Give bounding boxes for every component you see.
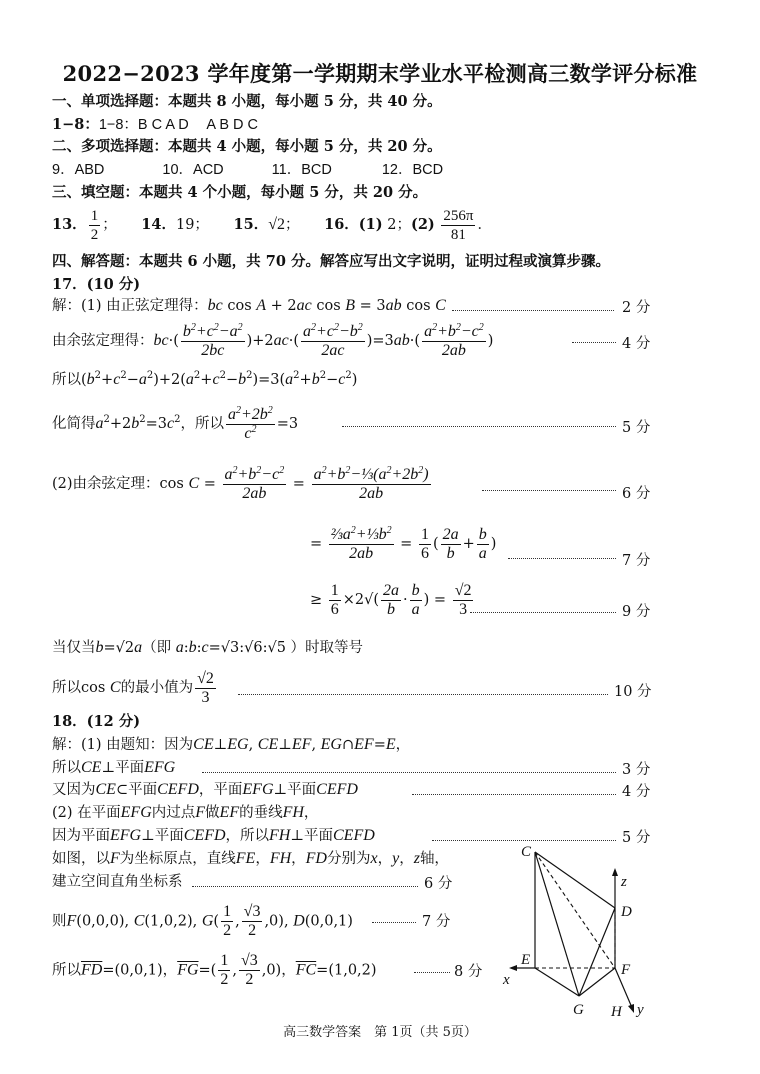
point-label-H: H: [611, 1004, 622, 1018]
section-1-answers: 1−8：1−8：B C A D A B D C: [52, 116, 258, 133]
score-q17-7: 10 分: [614, 684, 652, 700]
q17-line-2: 由余弦定理得：bc·( $\frac{b^2+c^2-a^2}{2bc}$ )+2ac·( $\frac{a^2+c^2-b^2}{2ac}$ )=3ab·( $\frac{a^2+b^2-c^2}{2ab}$ ): [52, 321, 494, 359]
vertex-label-E: E: [521, 952, 531, 968]
q18-line-3: 又因为CE⊂平面CEFD，平面EFG⊥平面CEFD: [52, 781, 358, 798]
q18-line-7: 建立空间直角坐标系: [52, 874, 183, 890]
axis-label-y: y: [637, 1002, 644, 1018]
section-3-answers: 13． $\frac{1}{2}$ ； 14．19； 15．√2； 16．(1) 2；(2) $\frac{256\pi}{81}$ ．: [52, 207, 492, 243]
page-title: 2022−2023 学年度第一学期期末学业水平检测高三数学评分标准: [62, 61, 698, 86]
q17-line-6: = $\frac{\frac{2}{3}a^2+\frac{1}{3}b^2}{2ab}$ = $\frac{1}{6}$ ( $\frac{2a}{b}$ + $\frac{b}{a}$ ): [310, 524, 497, 562]
score-q17-4: 6 分: [622, 486, 651, 502]
vertex-label-C: C: [521, 844, 532, 860]
score-q18-5: 7 分: [422, 914, 451, 930]
score-q18-2: 4 分: [622, 784, 651, 800]
q18-line-8: 则F(0,0,0), C(1,0,2), G( $\frac{1}{2}$ , $\frac{√3}{2}$ ,0), D(0,0,1): [52, 903, 353, 939]
axis-label-z: z: [621, 874, 627, 890]
score-q17-3: 5 分: [622, 420, 651, 436]
q17-line-4: 化简得$a^2+2b^2=3c^2$，所以 $\frac{a^2+2b^2}{c^2}$ =3: [52, 404, 299, 442]
pyramid-coordinate-figure: [495, 838, 665, 1018]
score-q17-2: 4 分: [622, 336, 651, 352]
q17-heading: 17．(10 分): [52, 276, 141, 293]
section-3-heading: 三、填空题：本题共 4 个小题，每小题 5 分，共 20 分。: [52, 184, 428, 201]
score-q18-3: 5 分: [622, 830, 651, 846]
section-4-heading: 四、解答题：本题共 6 小题，共 70 分。解答应写出文字说明，证明过程或演算步骤。: [52, 253, 610, 270]
q18-line-4: (2) 在平面EFG内过点F做EF的垂线FH，: [52, 804, 319, 821]
q18-line-5: 因为平面EFG⊥平面CEFD，所以FH⊥平面CEFD: [52, 827, 375, 844]
section-1-heading: 一、单项选择题：本题共 8 小题，每小题 5 分，共 40 分。: [52, 93, 442, 110]
q17-line-7: ≥ $\frac{1}{6}$ ×2√( $\frac{2a}{b}$ · $\frac{b}{a}$ ) = $\frac{√2}{3}$: [310, 581, 472, 618]
q18-line-6: 如图，以F为坐标原点，直线FE，FH，FD分别为x，y，z轴，: [52, 850, 449, 867]
section-2-answers: 9．ABD 10．ACD 11．BCD 12．BCD: [52, 162, 444, 178]
vertex-label-D: D: [621, 904, 632, 920]
score-q18-4: 6 分: [424, 876, 453, 892]
score-q17-6: 9 分: [622, 604, 651, 620]
q18-line-1: 解：(1) 由题知：因为CE⊥EG, CE⊥EF, EG∩EF=E，: [52, 736, 411, 753]
score-q18-6: 8 分: [454, 964, 483, 980]
score-q17-5: 7 分: [622, 553, 651, 569]
q17-line-1: 解：(1) 由正弦定理得：bc cos A + 2ac cos B = 3ab cos C: [52, 297, 446, 314]
section-2-heading: 二、多项选择题：本题共 4 小题，每小题 5 分，共 20 分。: [52, 138, 442, 155]
score-q17-1: 2 分: [622, 300, 651, 316]
q17-line-3: 所以$(b^2+c^2-a^2)+2(a^2+c^2-b^2)=3(a^2+b^2-c^2)$: [52, 370, 358, 388]
q17-line-5: (2)由余弦定理：cos C = $\frac{a^2+b^2-c^2}{2ab}$ = $\frac{a^2+b^2-\frac{1}{3}(a^2+2b^2)}{2ab}$: [52, 464, 429, 502]
page-footer: 高三数学答案 第 1页（共 5页）: [283, 1025, 477, 1040]
vertex-label-G: G: [573, 1002, 584, 1018]
q17-line-9: 所以cos C的最小值为 $\frac{√2}{3}$: [52, 669, 214, 706]
score-q18-1: 3 分: [622, 762, 651, 778]
q17-line-8: 当仅当b=√2a（即 a:b:c=√3:√6:√5 ）时取等号: [52, 639, 364, 656]
axis-label-x: x: [503, 972, 510, 988]
q18-heading: 18．(12 分): [52, 713, 141, 730]
vertex-label-F: F: [621, 962, 631, 978]
q18-line-2: 所以CE⊥平面EFG: [52, 759, 176, 776]
q18-line-9: 所以$\overline{FD}=(0,0,1)$，$\overline{FG}=$( $\frac{1}{2}$ , $\frac{√3}{2}$ ,0)，$\overline{FC}=(1,0,2)$: [52, 952, 377, 988]
